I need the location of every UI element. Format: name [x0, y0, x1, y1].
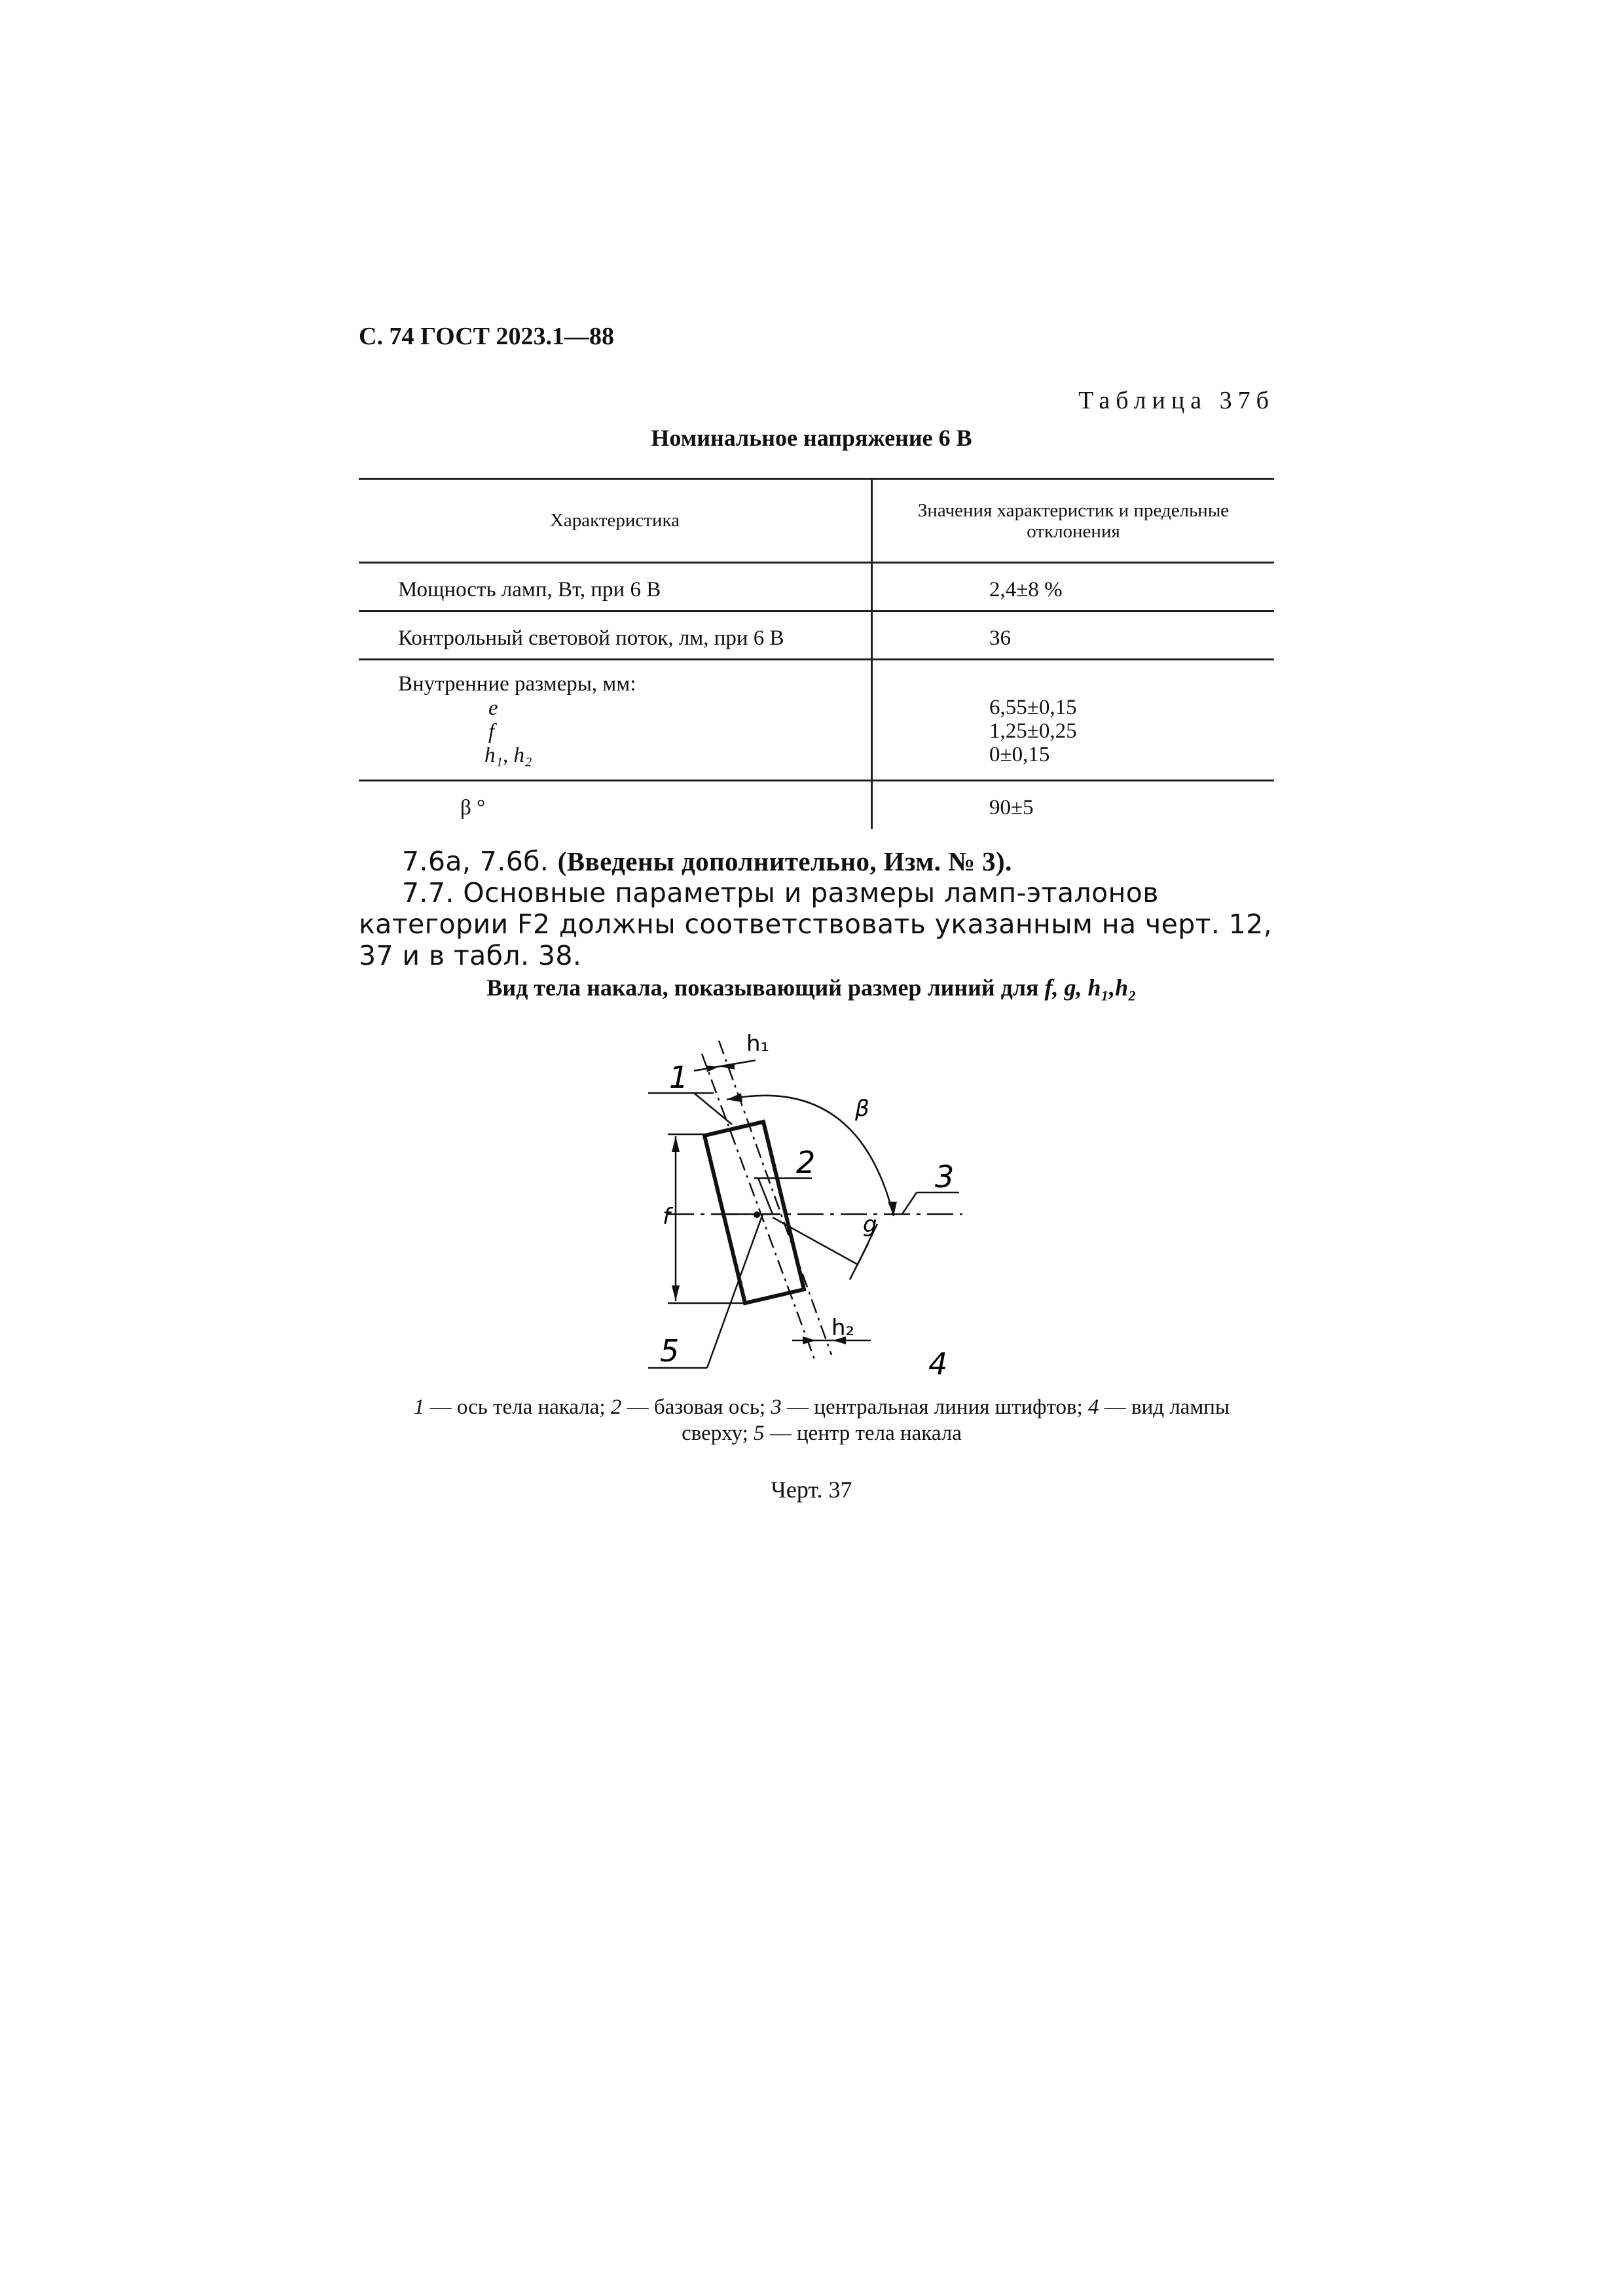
- figure-number: Черт. 37: [771, 1477, 852, 1503]
- column-header: Характеристика: [359, 479, 872, 563]
- label-4: 4: [928, 1346, 948, 1382]
- table-row: [359, 660, 1274, 781]
- base-axis: [719, 1041, 831, 1355]
- row-name: Контрольный световой поток, лм, при 6 В: [398, 626, 784, 650]
- table-row: [359, 611, 1274, 660]
- dim-name-h: h₁, h₂: [484, 744, 532, 767]
- paragraph-7-7: 7.7. Основные параметры и размеры ламп-эталонов категории F2 должны соответствовать указанным на черт. 12, 37 и в табл. 38.: [359, 877, 1273, 971]
- dim-value-h: 0±0,15: [989, 743, 1050, 766]
- filament-body: [704, 1122, 804, 1303]
- table-header-row: [359, 479, 1274, 563]
- label-f: f: [663, 1204, 670, 1230]
- table-title: Номинальное напряжение 6 В: [651, 425, 972, 451]
- label-1: 1: [669, 1060, 689, 1095]
- figure-title: Вид тела накала, показывающий размер линий для f, g, h₁,h₂: [486, 975, 1137, 1001]
- row-value: 90±5: [989, 796, 1034, 819]
- paragraph-7-6: 7.6а, 7.6б. (Введены дополнительно, Изм. № 3).: [402, 846, 1012, 877]
- page-header: С. 74 ГОСТ 2023.1—88: [359, 323, 614, 350]
- table-row: [359, 781, 1274, 829]
- label-2: 2: [796, 1145, 816, 1180]
- label-g: g: [863, 1211, 877, 1238]
- dim-value-e: 6,55±0,15: [989, 696, 1077, 719]
- dim-value-f: 1,25±0,25: [989, 719, 1077, 743]
- dim-name-e: e: [488, 696, 498, 720]
- table-row: [359, 563, 1274, 611]
- table-label: Таблица 37б: [1078, 387, 1275, 414]
- label-h2: h₂: [831, 1315, 855, 1341]
- row-name: Мощность ламп, Вт, при 6 В: [398, 578, 661, 601]
- paragraph-bold-note: (Введены дополнительно, Изм. № 3).: [557, 846, 1012, 876]
- dim-name-f: f: [488, 720, 495, 744]
- label-5: 5: [660, 1333, 680, 1369]
- row-name: Внутренние размеры, мм:: [398, 672, 636, 696]
- figure-caption: 1 — ось тела накала; 2 — базовая ось; 3 — центральная линия штифтов; 4 — вид лампы сверху; 5 — центр тела накала: [413, 1395, 1230, 1445]
- column-header: Значения характеристик и предельные отклонения: [872, 479, 1275, 563]
- row-value: 36: [989, 626, 1011, 650]
- row-name: β °: [460, 796, 486, 819]
- label-h1: h₁: [746, 1031, 770, 1057]
- row-value: 2,4±8 %: [989, 578, 1063, 601]
- label-beta: β: [855, 1096, 869, 1122]
- spec-table: [359, 478, 1274, 829]
- filament-drawing: [642, 1028, 1008, 1394]
- label-3: 3: [935, 1159, 955, 1194]
